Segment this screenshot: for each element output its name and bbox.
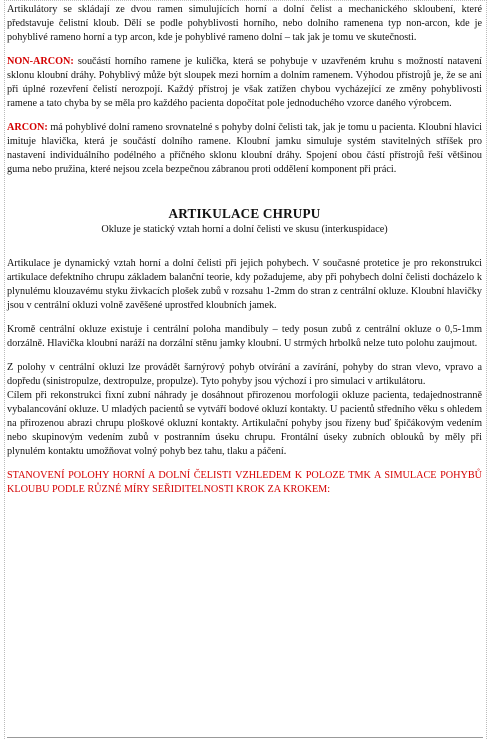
reconstruction-paragraph: Cílem při rekonstrukci fixní zubní náhrady je dosáhnout přirozenou morfologii okluze pacienta, tedajednostranně vybalancování okluze. U mladých pacientů se vytváří bodové okluzí kontakty. U pacientů středního věku s ohledem na přirozenou abrazi chrupu ploškové okluzní kontakty. Artikulační pohyby jsou řízeny buď špičákovým vedením nebo skupinovým vedením zubů v postranním úseku chrupu. Frontální úseky zubních oblouků by měly při plynulém kontaktu umožňovat volný pohyb bez tahu, tlaku a páčení. bbox=[7, 390, 482, 457]
nonarcon-paragraph bbox=[7, 55, 482, 111]
central-position-paragraph: Kromě centrální okluze existuje i centrální poloha mandibuly – tedy posun zubů z centrální okluze o 0,5-1mm dorzálně. Hlavička kloubní naráží na dorzální stěnu jamky kloubní. U strmých hrbolků nelze tuto polohu zaujmout. bbox=[7, 324, 482, 349]
page-margin-guide-right bbox=[486, 0, 487, 739]
movements-paragraph: Z polohy v centrální okluzi lze provádět šarnýrový pohyb otvírání a zavírání, pohyby do stran vlevo, vpravo a dopředu (sinistropulze, dextropulze, propulze). Tyto pohyby jsou výchozí i pro simulaci v artikulátoru. bbox=[7, 362, 482, 387]
document-body[interactable] bbox=[7, 3, 482, 507]
articulation-paragraph: Artikulace je dynamický vztah horní a dolní čelisti při jejich pohybech. V současné protetice je pro rekonstrukci artikulace defektního chrupu základem balanční teorie, kdy požadujeme, aby při pohybech dolní čelisti docházelo k plynulému klouzavému styku živkacích plošek zubů v rozsahu 1-2mm do stran z centrální okluze. Kloubní hlavičky jsou v centrální okluzi volně zavěšené uprostřed kloubních jamek. bbox=[7, 258, 482, 311]
page-margin-guide-left bbox=[4, 0, 5, 739]
red-heading: STANOVENÍ POLOHY HORNÍ A DOLNÍ ČELISTI VZHLEDEM K POLOZE TMK A SIMULACE POHYBŮ KLOUBU PODLE RŮZNÉ MÍRY SEŘIDITELNOSTI KROK ZA KROKEM: bbox=[7, 470, 482, 495]
arcon-term: ARCON: bbox=[7, 122, 48, 133]
section-subtitle: Okluze je statický vztah horní a dolní čelisti ve skusu (interkuspidace) bbox=[101, 224, 388, 235]
section-title: ARTIKULACE CHRUPU bbox=[168, 206, 321, 221]
intro-paragraph: Artikulátory se skládají ze dvou ramen simulujících horní a dolní čelist a mechanického skloubení, které představuje čelistní kloub. Dělí se podle pohyblivosti horního, nebo dolního ramenena typ non-arcon, kde je pohyblivé rameno horní a typ arcon, kde je pohyblivé rameno dolní – tak jak je tomu ve skutečnosti. bbox=[7, 4, 482, 43]
page-margin-guide-top bbox=[4, 0, 487, 2]
page-bottom-rule bbox=[7, 737, 483, 738]
nonarcon-text: součástí horního ramene je kulička, která se pohybuje v uzavřeném kruhu s možností natavení sklonu kloubní dráhy. Pohyblivý může být sloupek mezi horním a dolním ramenem. Výhodou přístrojů je, že se ani při úplné rozevření čelistí nerozpojí. Každý přístroj je však zatížen chybou vycházející ze změny pohyblivosti ramene a tato chyba by se měla pro každého pacienta dopočítat pole jednoduchého vzorce daného výrobcem. bbox=[7, 56, 482, 109]
arcon-paragraph bbox=[7, 121, 482, 177]
nonarcon-term: NON-ARCON: bbox=[7, 56, 74, 67]
arcon-text: má pohyblivé dolní rameno srovnatelné s pohyby dolní čelisti tak, jak je tomu u pacienta. Kloubní hlavici imituje hlavička, která je součástí dolního ramene. Kloubní jamku simuluje systém stavitelných stříšek pro nastavení individuálního podélného a příčného sklonu kloubní dráhy. Spojení obou částí přístrojů řeší většinou guma nebo pružina, které nejsou zcela bezpečnou zábranou proti oddělení komponent při práci. bbox=[7, 122, 482, 175]
